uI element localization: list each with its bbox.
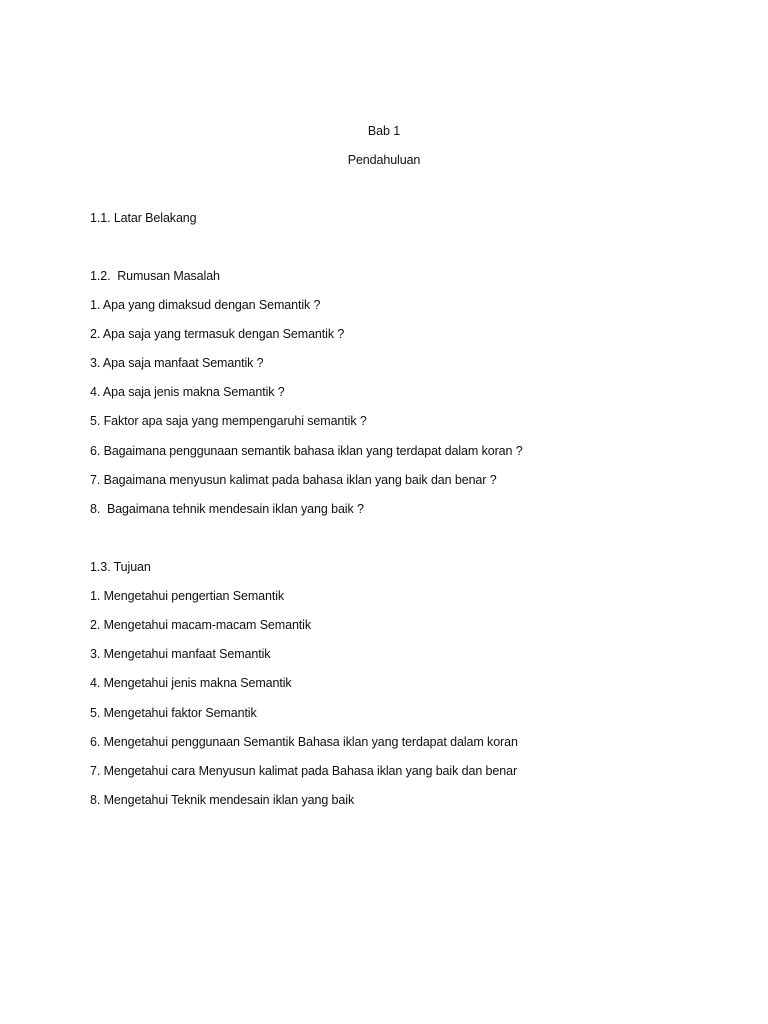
goal-item: 4. Mengetahui jenis makna Semantik [90, 676, 292, 690]
goal-item: 5. Mengetahui faktor Semantik [90, 706, 257, 720]
problem-item: 2. Apa saja yang termasuk dengan Semantik ? [90, 327, 345, 341]
problem-item: 1. Apa yang dimaksud dengan Semantik ? [90, 298, 321, 312]
goal-item: 1. Mengetahui pengertian Semantik [90, 589, 285, 603]
goal-item: 2. Mengetahui macam-macam Semantik [90, 618, 311, 632]
goal-item: 6. Mengetahui penggunaan Semantik Bahasa iklan yang terdapat dalam koran [90, 735, 518, 749]
problem-item: 7. Bagaimana menyusun kalimat pada bahasa iklan yang baik dan benar ? [90, 473, 497, 487]
section-heading-problems: 1.2. Rumusan Masalah [90, 269, 220, 283]
problem-item: 6. Bagaimana penggunaan semantik bahasa iklan yang terdapat dalam koran ? [90, 444, 523, 458]
chapter-title: Pendahuluan [347, 153, 421, 167]
problem-item: 8. Bagaimana tehnik mendesain iklan yang baik ? [90, 502, 364, 516]
problem-item: 3. Apa saja manfaat Semantik ? [90, 356, 264, 370]
section-heading-background: 1.1. Latar Belakang [90, 211, 197, 225]
goal-item: 8. Mengetahui Teknik mendesain iklan yang baik [90, 793, 355, 807]
chapter-number: Bab 1 [367, 124, 401, 138]
section-heading-goals: 1.3. Tujuan [90, 560, 151, 574]
problem-item: 4. Apa saja jenis makna Semantik ? [90, 385, 285, 399]
goal-item: 7. Mengetahui cara Menyusun kalimat pada Bahasa iklan yang baik dan benar [90, 764, 518, 778]
goal-item: 3. Mengetahui manfaat Semantik [90, 647, 271, 661]
problem-item: 5. Faktor apa saja yang mempengaruhi semantik ? [90, 414, 367, 428]
